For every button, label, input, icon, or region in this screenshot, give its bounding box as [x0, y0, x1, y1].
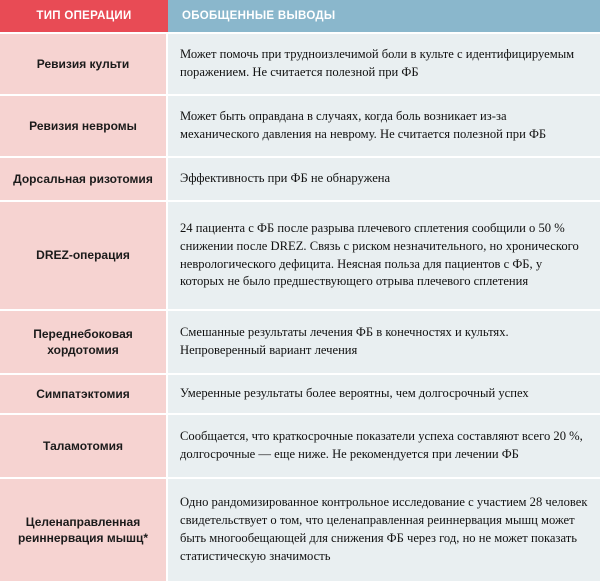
table-row [0, 96, 600, 158]
operation-name: Переднебоковая хордотомия [0, 311, 168, 373]
conclusion-text: Смешанные результаты лечения ФБ в конечностях и культях. Непроверенный вариант лечения [180, 325, 509, 357]
conclusion-text: Сообщается, что краткосрочные показатели успеха составляют всего 20 %, долгосрочные — еще ниже. Не рекомендуется при лечении ФБ [180, 429, 583, 461]
operation-name: Целенаправленная реиннервация мышц* [0, 479, 168, 581]
table-row [0, 311, 600, 375]
operation-conclusion [168, 202, 600, 309]
column-header-operation-type: ТИП ОПЕРАЦИИ [0, 0, 168, 32]
conclusion-text: Может помочь при трудноизлечимой боли в культе с идентифицируемым поражением. Не считается полезной при ФБ [180, 47, 575, 79]
operation-conclusion [168, 96, 600, 156]
operation-name: Дорсальная ризотомия [0, 158, 168, 200]
operation-conclusion [168, 311, 600, 373]
conclusion-text: Умеренные результаты более вероятны, чем долгосрочный успех [180, 386, 529, 401]
operation-name: DREZ-операция [0, 202, 168, 309]
table-row [0, 415, 600, 479]
column-header-conclusions: ОБОБЩЕННЫЕ ВЫВОДЫ [168, 0, 600, 32]
table-row [0, 34, 600, 96]
table-row [0, 479, 600, 581]
operation-name: Ревизия культи [0, 34, 168, 94]
operation-conclusion [168, 158, 600, 200]
conclusion-text: Эффективность при ФБ не обнаружена [180, 171, 391, 186]
conclusion-text: 24 пациента с ФБ после разрыва плечевого сплетения сообщили о 50 % снижении после DREZ. Связь с риском незначительного, но хронического неврологического дефицита. Неясная польза для пациентов с ФБ, у которых не было предшествующего отрыва плечевого сплетения [180, 220, 579, 289]
operation-name: Ревизия невромы [0, 96, 168, 156]
conclusion-text: Одно рандомизированное контрольное исследование с участием 28 человек свидетельствует о том, что целенаправленная реиннервация мышц может быть многообещающей для снижения ФБ через год, но не может показать статистическую значимость [180, 495, 588, 563]
conclusion-text: Может быть оправдана в случаях, когда боль возникает из-за механического давления на неврому. Не считается полезной при ФБ [180, 109, 547, 141]
operation-conclusion [168, 479, 600, 581]
operation-name: Симпатэктомия [0, 375, 168, 413]
table-row [0, 375, 600, 415]
table-row [0, 158, 600, 202]
operation-conclusion [168, 375, 600, 413]
operation-conclusion [168, 415, 600, 477]
operation-name: Таламотомия [0, 415, 168, 477]
operation-conclusion [168, 34, 600, 94]
table-row [0, 202, 600, 311]
table-header-row [0, 0, 600, 34]
